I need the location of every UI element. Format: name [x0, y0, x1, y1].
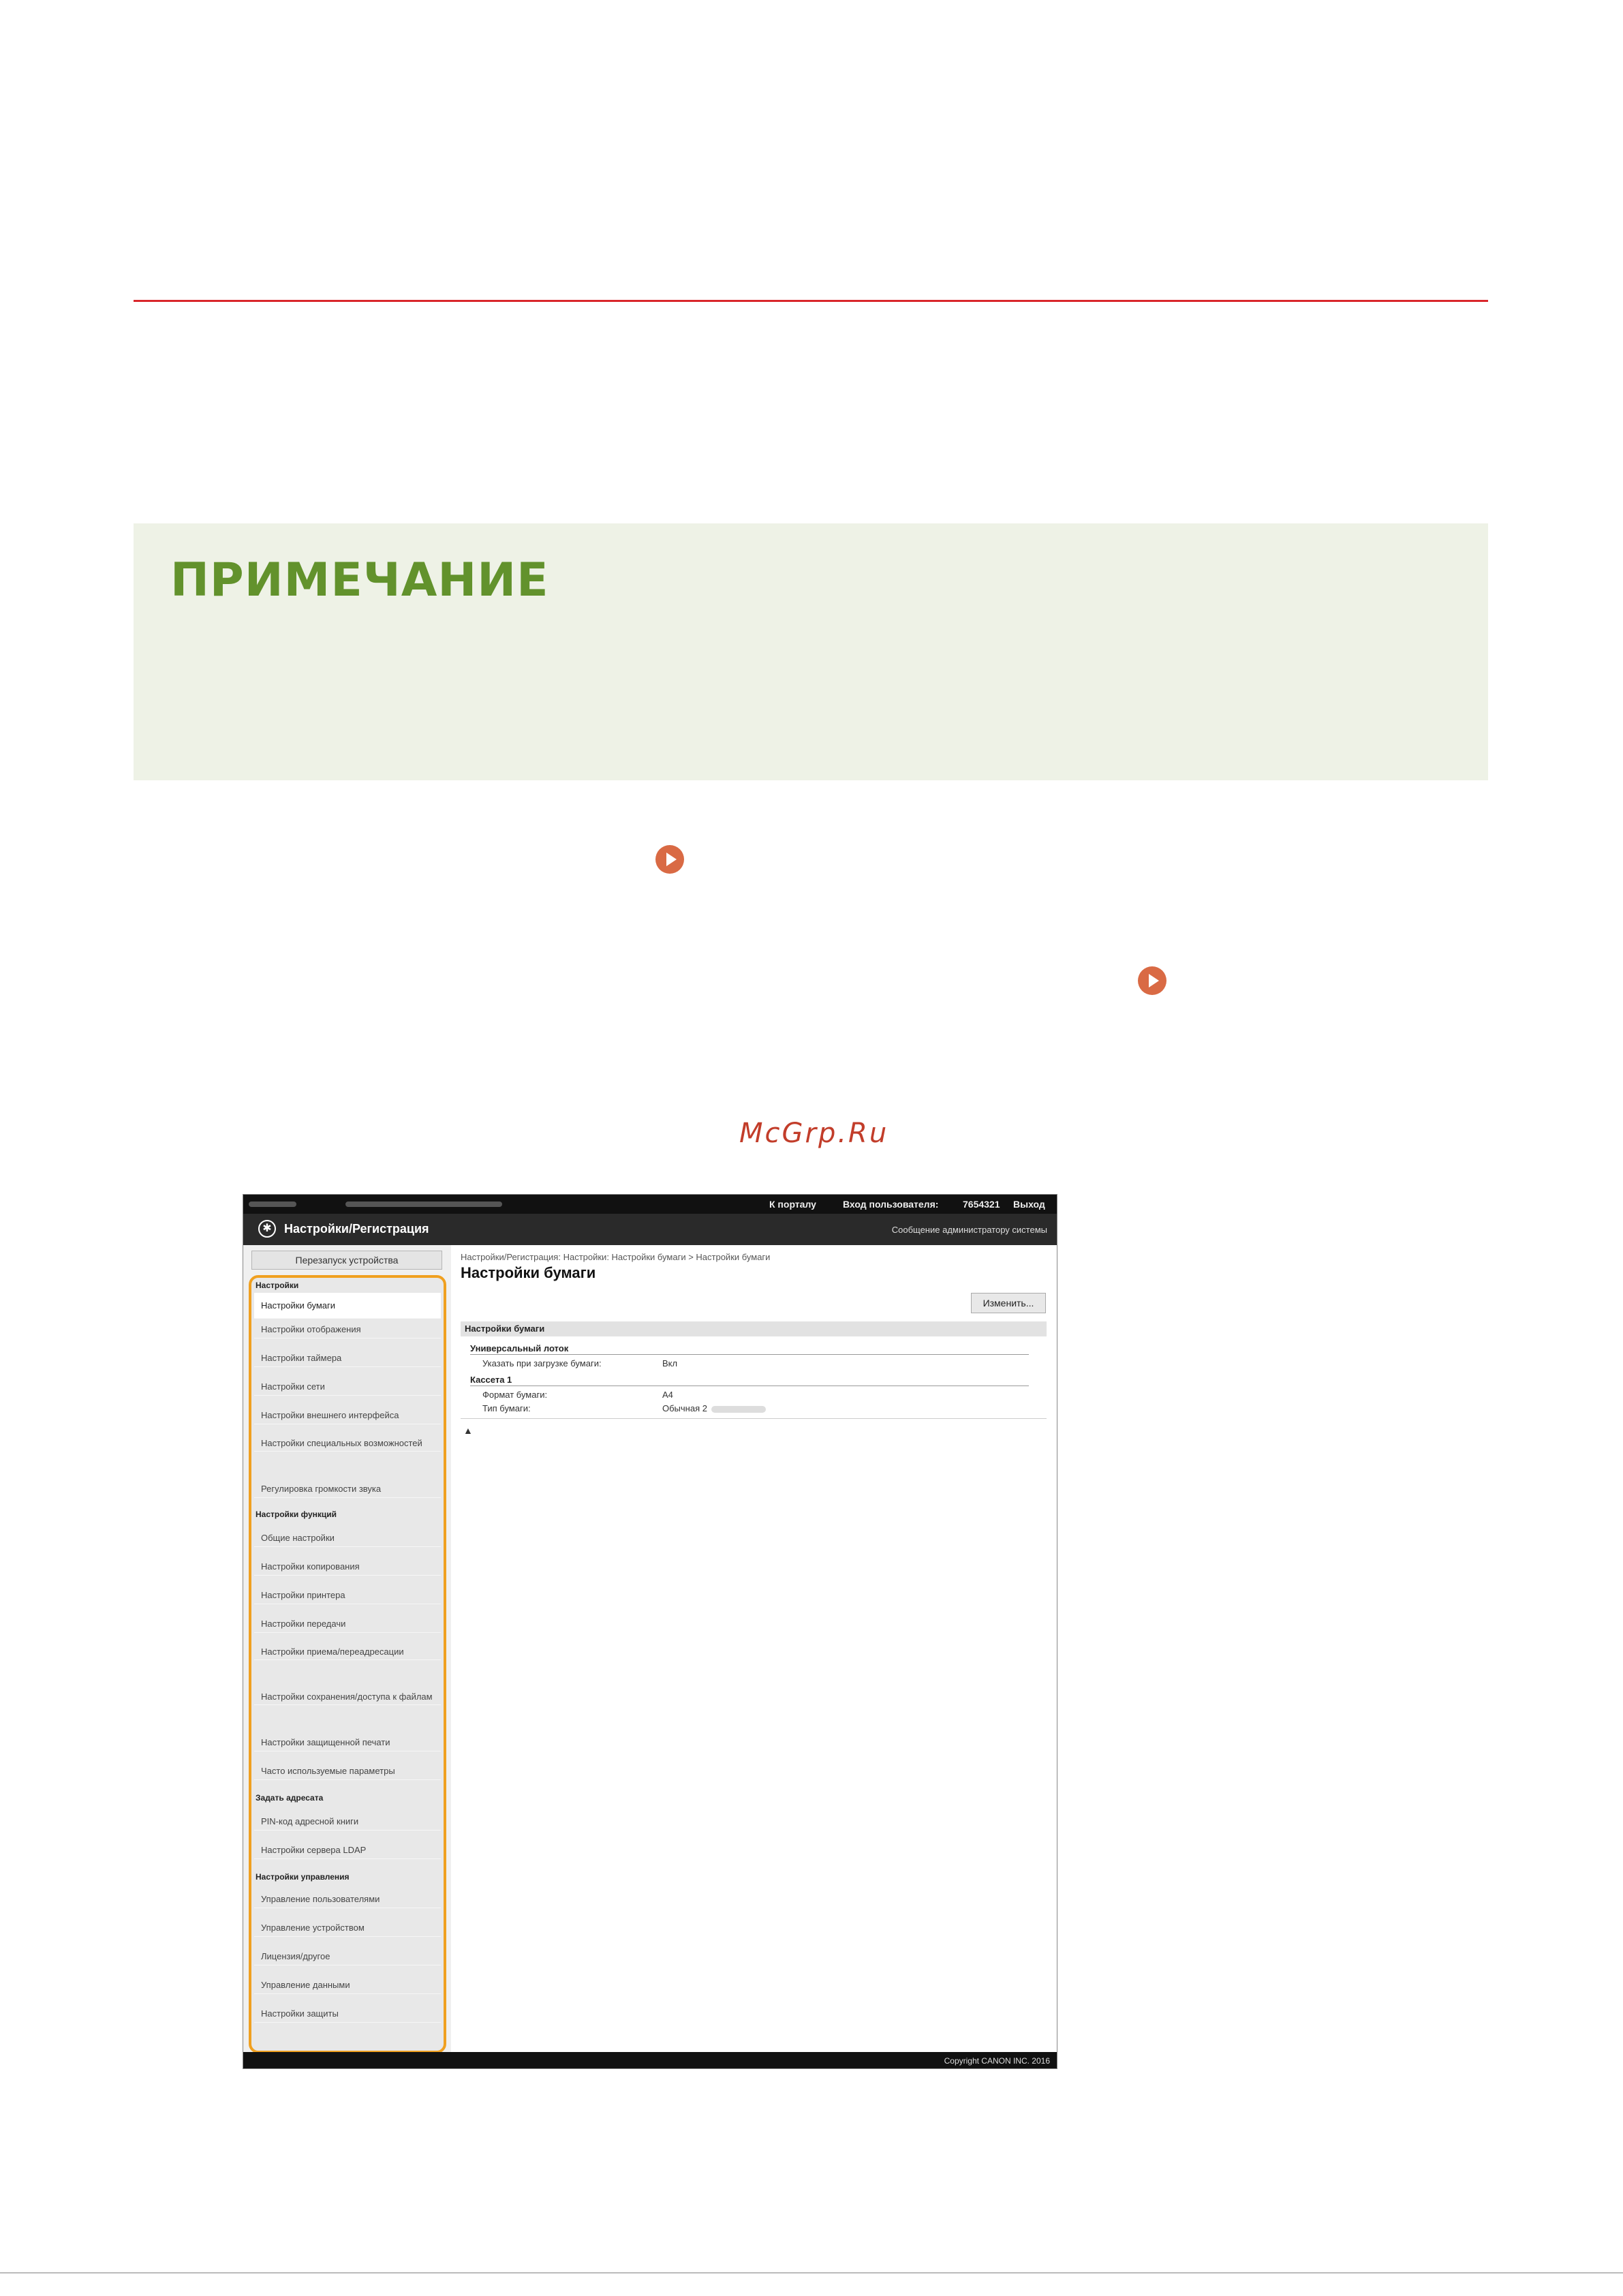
nav-menu: [249, 1275, 446, 2053]
nav-item[interactable]: Регулировка громкости звука: [254, 1481, 441, 1498]
blurred-text: [249, 1201, 296, 1207]
setting-value: Вкл: [662, 1358, 678, 1368]
watermark: McGrp.Ru: [739, 1118, 889, 1149]
section-end-divider: [461, 1418, 1047, 1419]
circle-arrow-right-icon[interactable]: [1138, 966, 1166, 995]
main-content: [451, 1245, 1057, 2052]
portal-link[interactable]: К порталу: [769, 1199, 816, 1210]
copyright: Copyright CANON INC. 2016: [944, 2056, 1050, 2066]
nav-section-title: Настройки: [256, 1281, 299, 1290]
top-bar: [243, 1195, 1057, 1214]
restart-device-button[interactable]: Перезапуск устройства: [251, 1251, 442, 1270]
sidebar: [243, 1245, 451, 2052]
nav-item[interactable]: Часто используемые параметры: [254, 1763, 441, 1780]
nav-item[interactable]: Настройки специальных возможностей: [254, 1436, 441, 1452]
nav-item[interactable]: Настройки приема/переадресации: [254, 1644, 441, 1660]
page-title: Настройки бумаги: [461, 1264, 596, 1281]
nav-section-title: Настройки функций: [256, 1510, 337, 1519]
group-title: Кассета 1: [470, 1375, 512, 1385]
nav-item[interactable]: Настройки таймера: [254, 1350, 441, 1367]
user-id: 7654321: [963, 1199, 1000, 1210]
nav-item[interactable]: Настройки копирования: [254, 1559, 441, 1576]
nav-section-title: Настройки управления: [256, 1872, 350, 1882]
nav-item[interactable]: Настройки принтера: [254, 1587, 441, 1604]
nav-item[interactable]: Управление данными: [254, 1977, 441, 1994]
logout-link[interactable]: Выход: [1013, 1199, 1045, 1210]
login-label: Вход пользователя:: [843, 1199, 939, 1210]
blurred-text: [345, 1201, 502, 1207]
title-bar: [243, 1214, 1057, 1245]
breadcrumb: Настройки/Регистрация: Настройки: Настройки бумаги > Настройки бумаги: [461, 1252, 771, 1262]
app-title: Настройки/Регистрация: [284, 1222, 429, 1236]
nav-item[interactable]: Общие настройки: [254, 1530, 441, 1547]
nav-item[interactable]: Настройки защищенной печати: [254, 1734, 441, 1751]
nav-item[interactable]: Настройки защиты: [254, 2006, 441, 2023]
remote-ui-screenshot: [243, 1194, 1057, 2069]
back-to-top-icon[interactable]: ▲: [463, 1425, 473, 1436]
setting-key: Тип бумаги:: [482, 1403, 531, 1413]
blurred-text: [711, 1406, 766, 1413]
nav-item[interactable]: Настройки передачи: [254, 1616, 441, 1633]
nav-item-paper-settings[interactable]: Настройки бумаги: [254, 1293, 441, 1319]
device-logo-icon: ✱: [258, 1220, 276, 1238]
setting-key: Указать при загрузке бумаги:: [482, 1358, 602, 1368]
section-divider: [134, 300, 1488, 302]
page-bottom-divider: [0, 2272, 1623, 2274]
setting-key: Формат бумаги:: [482, 1390, 548, 1400]
admin-message-link[interactable]: Сообщение администратору системы: [891, 1225, 1047, 1235]
nav-item[interactable]: Настройки внешнего интерфейса: [254, 1407, 441, 1424]
circle-arrow-right-icon[interactable]: [655, 845, 684, 874]
nav-item[interactable]: Управление устройством: [254, 1920, 441, 1937]
paper-type-value: Обычная 2: [662, 1403, 707, 1413]
nav-item[interactable]: Настройки отображения: [254, 1321, 441, 1338]
edit-button[interactable]: Изменить...: [971, 1293, 1046, 1313]
section-header: Настройки бумаги: [461, 1321, 1047, 1336]
nav-item[interactable]: Настройки сохранения/доступа к файлам: [254, 1689, 441, 1705]
nav-item[interactable]: Лицензия/другое: [254, 1948, 441, 1965]
footer: [243, 2052, 1057, 2069]
note-title: ПРИМЕЧАНИЕ: [170, 553, 549, 607]
setting-value: [662, 1403, 766, 1413]
setting-value: A4: [662, 1390, 673, 1400]
nav-section-title: Задать адресата: [256, 1793, 324, 1803]
nav-item[interactable]: Управление пользователями: [254, 1891, 441, 1908]
nav-item[interactable]: Настройки сервера LDAP: [254, 1842, 441, 1859]
nav-item[interactable]: Настройки сети: [254, 1379, 441, 1396]
group-title: Универсальный лоток: [470, 1343, 569, 1353]
nav-item[interactable]: PIN-код адресной книги: [254, 1813, 441, 1831]
group-divider: [470, 1354, 1029, 1355]
